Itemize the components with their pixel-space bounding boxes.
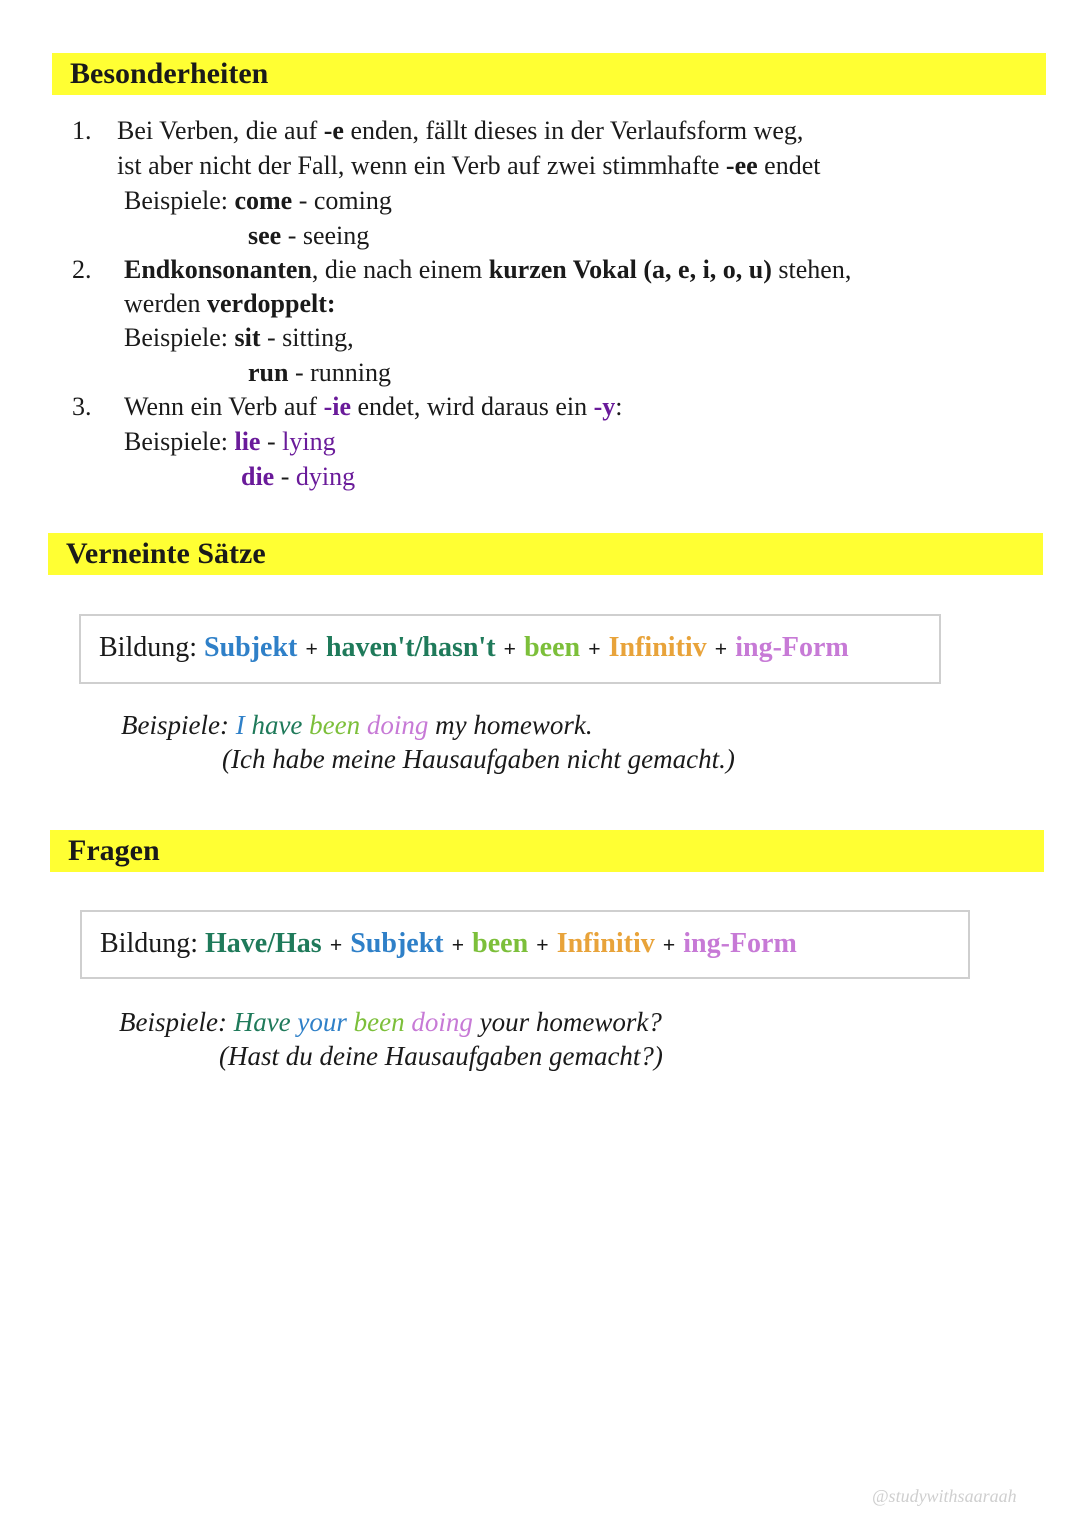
formula-subjekt: Subjekt — [204, 632, 298, 663]
example-fragen: Beispiele: Have your been doing your homework? — [119, 1007, 662, 1037]
formula-infinitiv: Infinitiv — [556, 928, 655, 959]
rule-2-line-1: Endkonsonanten, die nach einem kurzen Vokal (a, e, i, o, u) stehen, — [124, 255, 852, 284]
rule-2-example-2: run - running — [248, 358, 392, 387]
rule-3-example-2: die - dying — [241, 462, 356, 491]
formula-ing: ing-Form — [735, 632, 849, 663]
formula-have: Have/Has — [205, 928, 322, 959]
rule-1-example-1: Beispiele: come - coming — [124, 186, 392, 215]
formula-been: been — [472, 928, 529, 959]
section-title-fragen: Fragen — [50, 830, 1044, 872]
rule-1-example-2: see - seeing — [248, 221, 370, 250]
formula-box-fragen: Bildung: Have/Has + Subjekt + been + Infinitiv + ing-Form — [80, 910, 970, 979]
formula-box-verneint: Bildung: Subjekt + haven't/hasn't + been + Infinitiv + ing-Form — [79, 614, 941, 684]
rule-1-line-2: ist aber nicht der Fall, wenn ein Verb auf zwei stimmhafte -ee endet — [117, 151, 821, 180]
formula-have: haven't/hasn't — [325, 632, 496, 663]
formula-ing: ing-Form — [683, 928, 797, 959]
rule-1-line-1: Bei Verben, die auf -e enden, fällt dieses in der Verlaufsform weg, — [117, 116, 804, 145]
translation-verneint: (Ich habe meine Hausaufgaben nicht gemacht.) — [222, 744, 735, 774]
section-title-verneinte-saetze: Verneinte Sätze — [48, 533, 1043, 575]
formula-been: been — [524, 632, 581, 663]
example-verneint: Beispiele: I have been doing my homework. — [121, 710, 593, 740]
formula-infinitiv: Infinitiv — [608, 632, 707, 663]
formula-subjekt: Subjekt — [350, 928, 444, 959]
rule-2-example-1: Beispiele: sit - sitting, — [124, 323, 354, 352]
rule-3-line-1: Wenn ein Verb auf -ie endet, wird daraus ein -y: — [124, 392, 623, 421]
list-number-2: 2. — [72, 255, 92, 284]
translation-fragen: (Hast du deine Hausaufgaben gemacht?) — [219, 1041, 663, 1071]
list-number-1: 1. — [72, 116, 92, 145]
rule-3-example-1: Beispiele: lie - lying — [124, 427, 336, 456]
rule-2-line-2: werden verdoppelt: — [124, 289, 336, 318]
watermark: @studywithsaaraah — [872, 1486, 1017, 1506]
section-title-besonderheiten: Besonderheiten — [52, 53, 1046, 95]
list-number-3: 3. — [72, 392, 92, 421]
